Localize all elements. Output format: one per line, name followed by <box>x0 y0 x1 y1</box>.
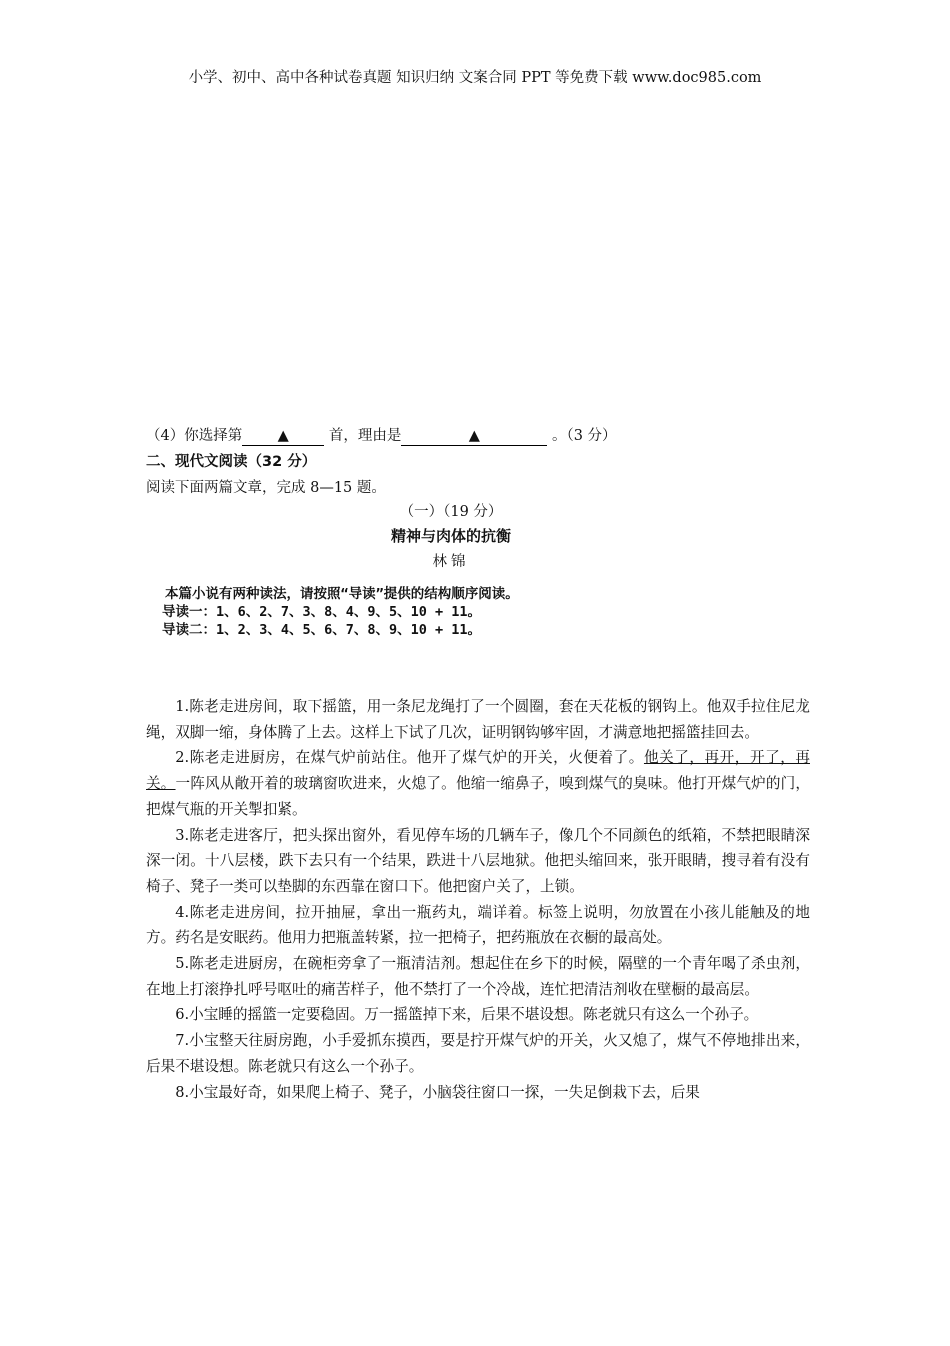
paragraph-3: 3.陈老走进客厅，把头探出窗外，看见停车场的几辆车子，像几个不同颜色的纸箱，不禁把眼睛深深一闭。十八层楼，跌下去只有一个结果，跌进十八层地狱。他把头缩回来，张开眼睛，搜寻着有没有椅子、凳子一类可以垫脚的东西靠在窗口下。他把窗户关了，上锁。 <box>146 826 810 895</box>
paragraph-5: 5.陈老走进厨房，在碗柜旁拿了一瓶清洁剂。想起住在乡下的时候，隔壁的一个青年喝了杀虫剂，在地上打滚挣扎呼号呕吐的痛苦样子，他不禁打了一个冷战，连忙把清洁剂收在壁橱的最高层。 <box>146 955 810 998</box>
section-2-title: 二、现代文阅读（32 分） <box>146 454 317 470</box>
reading-guide-1: 导读一：1、6、2、7、3、8、4、9、5、10 + 11。 <box>162 604 482 620</box>
article-body <box>146 694 810 1105</box>
reading-guide-2: 导读二：1、2、3、4、5、6、7、8、9、10 + 11。 <box>162 622 482 638</box>
answer-blank-reason[interactable]: ▲ <box>401 428 547 446</box>
reading-guide-intro: 本篇小说有两种读法，请按照“导读”提供的结构顺序阅读。 <box>165 586 519 602</box>
reading-instruction: 阅读下面两篇文章，完成 8—15 题。 <box>146 480 386 496</box>
paragraph-7: 7.小宝整天往厨房跑，小手爱抓东摸西，要是拧开煤气炉的开关，火又熄了，煤气不停地排出来，后果不堪设想。陈老就只有这么一个孙子。 <box>146 1032 810 1075</box>
paragraph-2-part-b: 一阵风从敞开着的玻璃窗吹进来，火熄了。他缩一缩鼻子，嗅到煤气的臭味。他打开煤气炉的门，把煤气瓶的开关掣扣紧。 <box>146 775 810 818</box>
question-4-prefix: （4）你选择第 <box>146 428 243 444</box>
paragraph-6: 6.小宝睡的摇篮一定要稳固。万一摇篮掉下来，后果不堪设想。陈老就只有这么一个孙子。 <box>175 1006 759 1024</box>
paragraph-4: 4.陈老走进房间，拉开抽屉，拿出一瓶药丸，端详着。标签上说明，勿放置在小孩儿能触及的地方。药名是安眠药。他用力把瓶盖转紧，拉一把椅子，把药瓶放在衣橱的最高处。 <box>146 903 810 947</box>
question-4-middle: 首，理由是 <box>328 428 402 444</box>
part-label: （一）（19 分） <box>399 504 503 520</box>
paragraph-2-part-a: 2.陈老走进厨房，在煤气炉前站住。他开了煤气炉的开关，火便着了。 <box>175 749 644 767</box>
article-author: 林锦 <box>432 554 470 570</box>
page-header: 小学、初中、高中各种试卷真题 知识归纳 文案合同 PPT 等免费下载 www.doc985.com <box>188 70 762 86</box>
paragraph-1: 1.陈老走进房间，取下摇篮，用一条尼龙绳打了一个圆圈，套在天花板的钢钩上。他双手拉住尼龙绳，双脚一缩，身体腾了上去。这样上下试了几次，证明钢钩够牢固，才满意地把摇篮挂回去。 <box>146 698 810 741</box>
paragraph-8: 8.小宝最好奇，如果爬上椅子、凳子，小脑袋往窗口一探，一失足倒栽下去，后果 <box>175 1083 700 1101</box>
paragraph-2 <box>146 745 810 822</box>
question-4-suffix: 。（3 分） <box>551 428 617 444</box>
answer-blank-poem-number[interactable]: ▲ <box>242 428 324 446</box>
article-title: 精神与肉体的抗衡 <box>390 527 511 545</box>
question-4 <box>146 424 617 446</box>
underlined-sentence: 他关了，再开，开了，再关。 <box>146 749 810 793</box>
